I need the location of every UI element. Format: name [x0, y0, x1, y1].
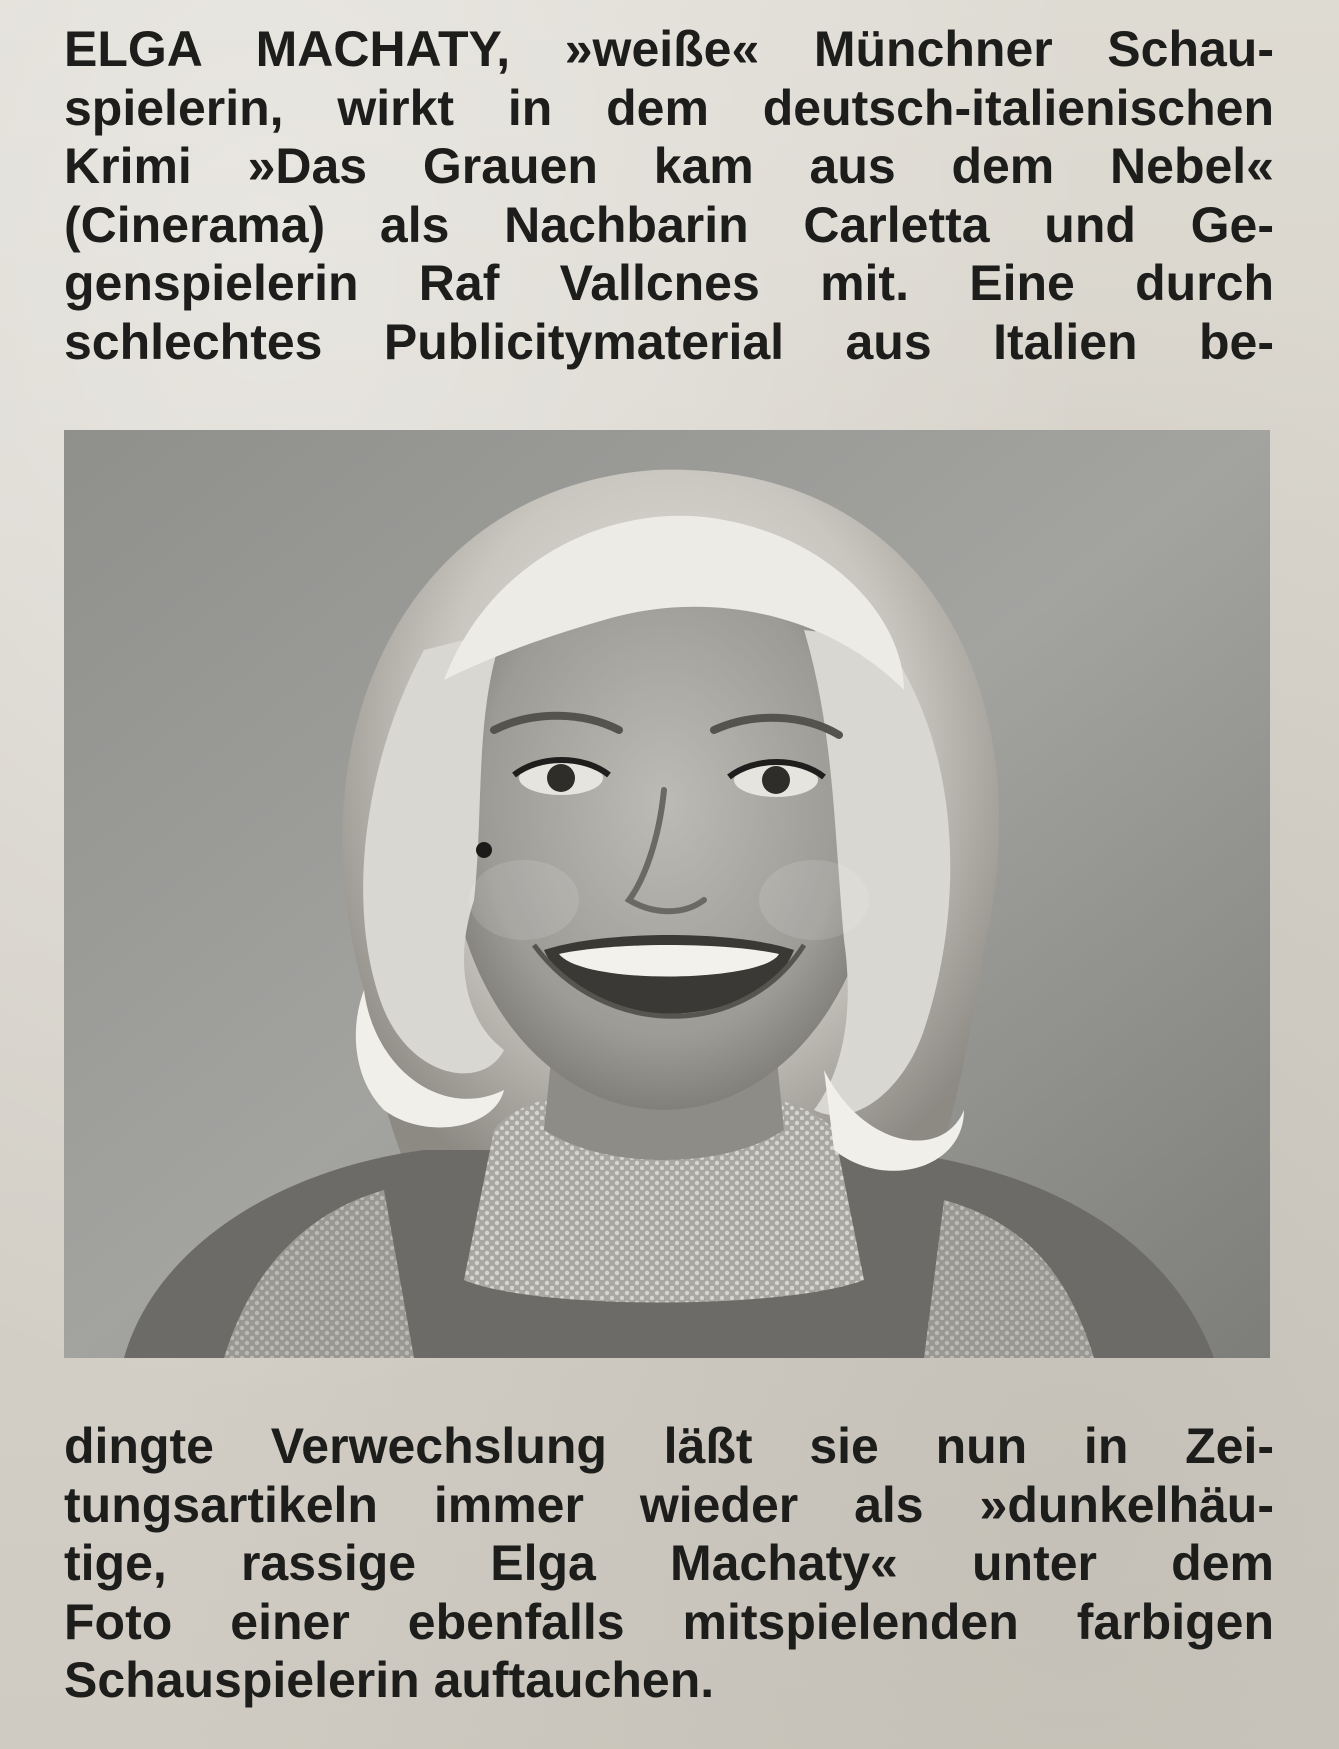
article-line: (Cinerama) als Nachbarin Carletta und Ge-: [64, 196, 1274, 253]
article-line: genspielerin Raf Vallcnes mit. Eine durch: [64, 255, 1274, 312]
article-line: Schauspielerin auftauchen.: [64, 1652, 715, 1709]
article-outro-text: [64, 1417, 1274, 1710]
portrait-photo: [64, 430, 1270, 1358]
article-line: tungsartikeln immer wieder als »dunkelhäu-: [64, 1476, 1274, 1533]
article-line: ELGA MACHATY, »weiße« Münchner Schau-: [64, 21, 1274, 77]
article-line: schlechtes Publicitymaterial aus Italien be-: [64, 313, 1274, 370]
portrait-photo-image: [64, 430, 1270, 1358]
article-line: Foto einer ebenfalls mitspielenden farbigen: [64, 1593, 1274, 1650]
article-line: spielerin, wirkt in dem deutsch-italienischen: [64, 79, 1274, 136]
article-line: tige, rassige Elga Machaty« unter dem: [64, 1535, 1274, 1592]
article-line: Krimi »Das Grauen kam aus dem Nebel«: [64, 138, 1274, 195]
article-intro-text: [64, 20, 1274, 372]
article-line: dingte Verwechslung läßt sie nun in Zei-: [64, 1418, 1274, 1474]
